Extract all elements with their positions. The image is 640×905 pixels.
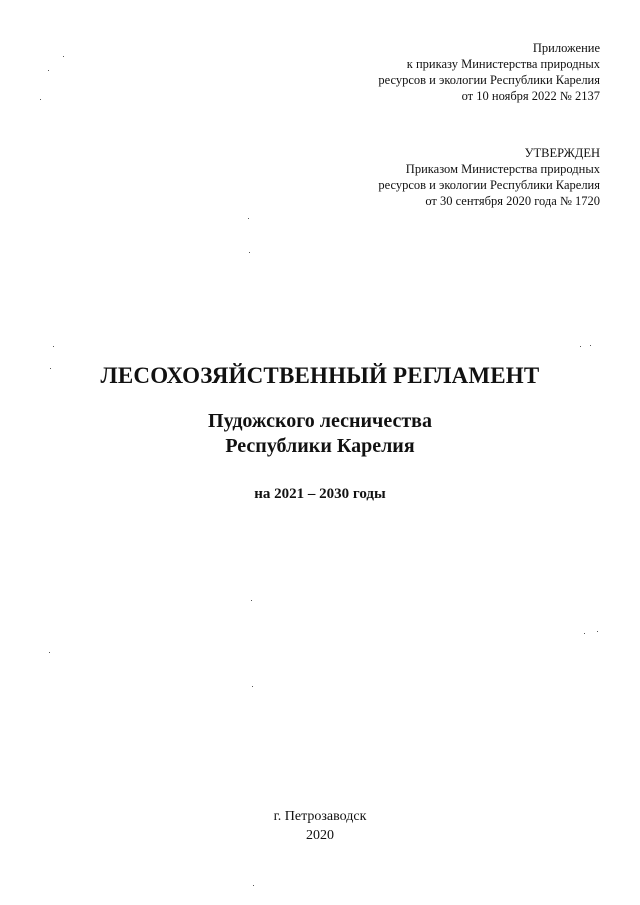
- subtitle-line: Республики Карелия: [225, 435, 415, 457]
- appendix-line: от 10 ноября 2022 № 2137: [461, 89, 600, 103]
- approval-line: ресурсов и экологии Республики Карелия: [378, 178, 600, 192]
- validity-period: на 2021 – 2030 годы: [254, 486, 386, 502]
- scan-speck: [597, 631, 598, 632]
- approval-note: [378, 145, 600, 209]
- appendix-line: ресурсов и экологии Республики Карелия: [378, 73, 600, 87]
- document-subtitle: [0, 409, 640, 459]
- document-footer: [0, 807, 640, 845]
- scan-speck: [48, 70, 49, 71]
- document-title: ЛЕСОХОЗЯЙСТВЕННЫЙ РЕГЛАМЕНТ: [100, 363, 540, 388]
- scan-speck: [584, 633, 585, 634]
- scan-speck: [49, 652, 50, 653]
- appendix-line: Приложение: [532, 41, 600, 55]
- scan-speck: [50, 368, 51, 369]
- appendix-line: к приказу Министерства природных: [406, 57, 600, 71]
- scan-speck: [53, 346, 54, 347]
- subtitle-line: Пудожского лесничества: [208, 410, 432, 432]
- scan-speck: [590, 345, 591, 346]
- scan-speck: [248, 218, 249, 219]
- scan-speck: [63, 56, 64, 57]
- scan-speck: [249, 252, 250, 253]
- approval-line: УТВЕРЖДЕН: [524, 146, 600, 160]
- scan-speck: [251, 600, 252, 601]
- appendix-note: [378, 40, 600, 104]
- approval-line: от 30 сентября 2020 года № 1720: [425, 194, 600, 208]
- scan-speck: [253, 885, 254, 886]
- scan-speck: [580, 346, 581, 347]
- approval-line: Приказом Министерства природных: [405, 162, 600, 176]
- scan-speck: [40, 99, 41, 100]
- footer-year: 2020: [306, 828, 334, 843]
- footer-city: г. Петрозаводск: [273, 809, 367, 824]
- scan-speck: [252, 686, 253, 687]
